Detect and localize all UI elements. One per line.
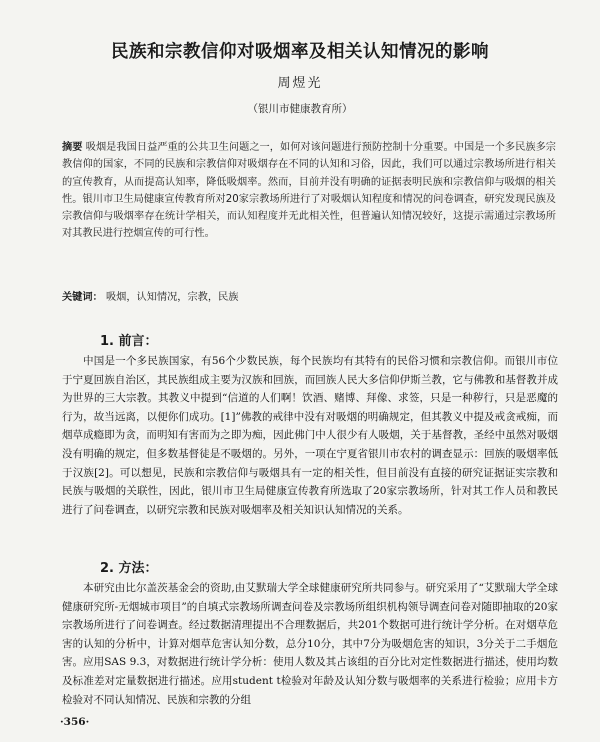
- paragraph: 中国是一个多民族国家，有56个少数民族，每个民族均有其特有的民俗习惯和宗教信仰。而银川市位于宁夏回族自治区，其民族组成主要为汉族和回族，而回族人民大多信仰伊斯兰教，它与佛教和基督教并成为世界的三大宗教。其教义中提到“信道的人们啊！饮酒、赌博、拜像、求签，只是一种秽行，只是恶魔的行为，故当远离，以便你们成功。[1]”佛教的戒律中没有对吸烟的明确规定，但其教义中提及戒贪戒痴，而烟草成瘾即为贪，而明知有害而为之即为痴，因此佛门中人很少有人吸烟，关于基督教，圣经中虽然对吸烟没有明确的规定，但多数基督徒是不吸烟的。另外，一项在宁夏省银川市农村的调查显示：回族的吸烟率低于汉族[2]。可以想见，民族和宗教信仰与吸烟具有一定的相关性，但目前没有直接的研究证据证实宗教和民族与吸烟的关联性，因此，银川市卫生局健康宣传教育所选取了20家宗教场所，针对其工作人员和教民进行了问卷调查，以研究宗教和民族对吸烟率及相关知识认知情况的关系。: [62, 355, 558, 516]
- abstract: [62, 139, 556, 243]
- keywords: [62, 288, 556, 303]
- author-name: 周煜光: [277, 76, 323, 91]
- paragraph: 本研究由比尔盖茨基金会的资助,由艾默瑞大学全球健康研究所共同参与。研究采用了“艾默瑞大学全球健康研究所-无烟城市项目”的自填式宗教场所调查问卷及宗教场所组织机构领导调查问卷对随即抽取的20家宗教场所进行了问卷调查。经过数据清理提出不合理数据后，共201个数据可进行统计学分析。在对烟草危害的认知的分析中，计算对烟草危害认知分数，总分10分，其中7分为吸烟危害的知识，3分关于二手烟危害。应用SAS 9.3，对数据进行统计学分析：使用人数及其占该组的百分比对定性数据进行描述，使用均数及标准差对定量数据进行描述。应用student t检验对年龄及认知分数与吸烟率的关系进行检验；应用卡方检验对不同认知情况、民族和宗教的分组: [62, 582, 558, 706]
- keywords-text: 吸烟，认知情况，宗教，民族: [106, 292, 239, 303]
- section-heading-methods: 2. 方法：: [100, 561, 158, 576]
- paper-title: 民族和宗教信仰对吸烟率及相关认知情况的影响: [111, 42, 489, 62]
- keywords-label: 关键词：: [62, 292, 103, 303]
- abstract-label: 摘要: [62, 142, 83, 153]
- author-affiliation: （银川市健康教育所）: [247, 103, 353, 115]
- section-body-methods: [62, 579, 558, 709]
- section-body-intro: [62, 352, 558, 519]
- page-number: ·356·: [60, 716, 90, 728]
- section-heading-intro: 1. 前言：: [100, 334, 158, 349]
- abstract-text: 吸烟是我国日益严重的公共卫生问题之一，如何对该问题进行预防控制十分重要。中国是一个多民族多宗教信仰的国家，不同的民族和宗教信仰对吸烟存在不同的认知和习俗，因此，我们可以通过宗教场所进行相关的宣传教育，从而提高认知率，降低吸烟率。然而，目前并没有明确的证据表明民族和宗教信仰与吸烟的相关性。银川市卫生局健康宣传教育所对20家宗教场所进行了对吸烟认知程度和情况的问卷调查，研究发现民族及宗教信仰与吸烟率存在统计学相关，而认知程度并无此相关性，但普遍认知情况较好，这提示需通过宗教场所对其教民进行控烟宣传的可行性。: [62, 142, 556, 240]
